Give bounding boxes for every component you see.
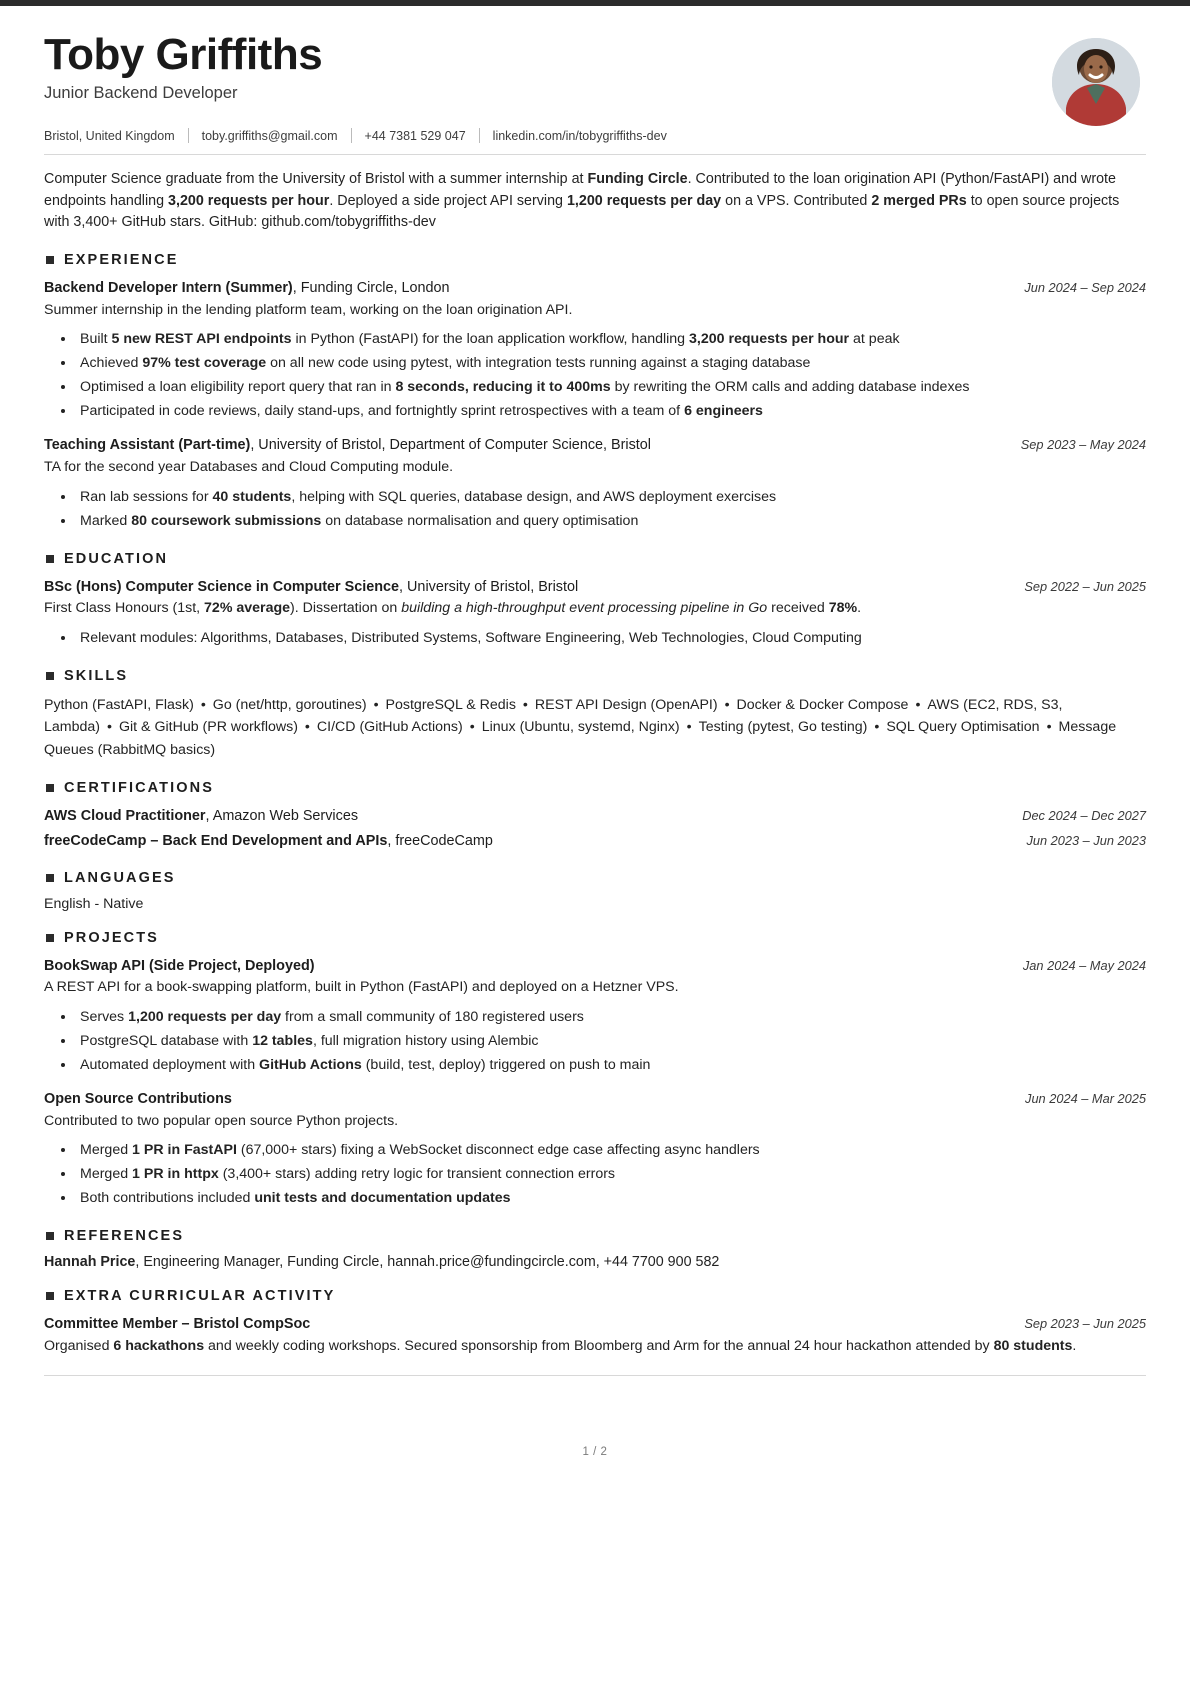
square-bullet-icon: [46, 256, 54, 264]
section-title-text: EXTRA CURRICULAR ACTIVITY: [64, 1287, 336, 1304]
entry-title: Teaching Assistant (Part-time), University of Bristol, Department of Computer Science, Bristol: [44, 437, 651, 454]
section-heading-projects: [46, 930, 1146, 946]
section-title-text: CERTIFICATIONS: [64, 779, 214, 796]
entry-subtitle: A REST API for a book-swapping platform, built in Python (FastAPI) and deployed on a Hetzner VPS.: [44, 979, 679, 996]
resume-header: [44, 32, 1146, 126]
entry-subtitle: Organised 6 hackathons and weekly coding workshops. Secured sponsorship from Bloomberg and Arm for the annual 24 hour hackathon attended by 80 students.: [44, 1337, 1077, 1354]
entry-subtitle: First Class Honours (1st, 72% average). Dissertation on building a high-throughput event processing pipeline in Go received 78%.: [44, 600, 862, 617]
skill-separator: •: [874, 719, 880, 736]
list-item: • PostgreSQL database with 12 tables, full migration history using Alembic: [76, 1030, 1146, 1053]
list-item: • Merged 1 PR in FastAPI (67,000+ stars) fixing a WebSocket disconnect edge case affecting async handlers: [76, 1139, 1146, 1162]
certification-row: [44, 806, 1146, 827]
header-text-block: [44, 32, 322, 119]
skill-separator: •: [373, 696, 379, 713]
section-title-text: EXPERIENCE: [64, 252, 179, 269]
square-bullet-icon: [46, 874, 54, 882]
entry-header: [44, 278, 1146, 299]
entry-header: [44, 435, 1146, 456]
contact-bar: [44, 128, 1146, 143]
skill-separator: •: [915, 696, 921, 713]
section-title-text: REFERENCES: [64, 1227, 185, 1244]
section-title-text: SKILLS: [64, 667, 129, 684]
entry-title: Committee Member – Bristol CompSoc: [44, 1315, 311, 1332]
language-item: English - Native: [44, 895, 144, 912]
skill-item: CI/CD (GitHub Actions): [316, 719, 463, 736]
section-heading-experience: [46, 252, 1146, 268]
avatar: [1052, 38, 1140, 126]
professional-summary: Computer Science graduate from the University of Bristol with a summer internship at Funding Circle. Contributed to the loan origination API (Python/FastAPI) and wrote endpoints handling 3,200 requests per hour. Deployed a side project API serving 1,200 requests per day on a VPS. Contributed 2 merged PRs to open source projects with 3,400+ GitHub stars. GitHub: github.com/tobygriffiths-dev: [44, 171, 1120, 231]
experience-entry: [44, 278, 1146, 423]
skill-separator: •: [107, 719, 112, 736]
footer-divider: [44, 1375, 1146, 1376]
reference-line: Hannah Price, Engineering Manager, Funding Circle, hannah.price@fundingcircle.com, +44 7700 900 582: [44, 1253, 720, 1270]
entry-title: BookSwap API (Side Project, Deployed): [44, 957, 315, 974]
skill-item: Docker & Docker Compose: [736, 696, 909, 713]
list-item: • Relevant modules: Algorithms, Databases, Distributed Systems, Software Engineering, Web Technologies, Cloud Computing: [76, 627, 1146, 650]
entry-date: Sep 2023 – Jun 2025: [1024, 1315, 1146, 1331]
certification-title: AWS Cloud Practitioner, Amazon Web Services: [44, 807, 359, 824]
contact-linkedin[interactable]: linkedin.com/in/tobygriffiths-dev: [492, 128, 667, 143]
square-bullet-icon: [46, 555, 54, 563]
entry-bullet-list: [44, 328, 1146, 423]
list-item: • Optimised a loan eligibility report query that ran in 8 seconds, reducing it to 400ms by rewriting the ORM calls and adding database indexes: [76, 376, 1146, 399]
resume-page: [0, 6, 1190, 1468]
entry-subtitle: TA for the second year Databases and Cloud Computing module.: [44, 459, 454, 476]
list-item: • Participated in code reviews, daily stand-ups, and fortnightly sprint retrospectives with a team of 6 engineers: [76, 400, 1146, 423]
contact-phone[interactable]: +44 7381 529 047: [364, 128, 466, 143]
entry-title: Open Source Contributions: [44, 1090, 232, 1107]
list-item: • Built 5 new REST API endpoints in Python (FastAPI) for the loan application workflow, handling 3,200 requests per hour at peak: [76, 328, 1146, 351]
contact-email[interactable]: toby.griffiths@gmail.com: [201, 128, 338, 143]
entry-title: Backend Developer Intern (Summer), Funding Circle, London: [44, 280, 450, 297]
skills-list: [44, 694, 1146, 762]
skill-separator: •: [469, 719, 475, 736]
square-bullet-icon: [46, 672, 54, 680]
entry-date: Sep 2022 – Jun 2025: [1024, 578, 1146, 594]
skill-separator: •: [200, 696, 206, 713]
square-bullet-icon: [46, 934, 54, 942]
page-number: 1 / 2: [582, 1446, 608, 1459]
entry-bullet-list: [44, 1006, 1146, 1077]
skill-item: REST API Design (OpenAPI): [534, 696, 718, 713]
skill-item: Go (net/http, goroutines): [212, 696, 367, 713]
entry-subtitle: Contributed to two popular open source Python projects.: [44, 1112, 399, 1129]
entry-header: [44, 1314, 1146, 1335]
certification-date: Dec 2024 – Dec 2027: [1022, 807, 1146, 823]
square-bullet-icon: [46, 1232, 54, 1240]
education-entry: [44, 577, 1146, 650]
square-bullet-icon: [46, 784, 54, 792]
extra-curricular-entry: [44, 1314, 1146, 1357]
section-heading-education: [46, 551, 1146, 567]
section-title-text: PROJECTS: [64, 929, 159, 946]
certification-title: freeCodeCamp – Back End Development and APIs, freeCodeCamp: [44, 832, 493, 849]
contact-location: Bristol, United Kingdom: [44, 128, 175, 143]
list-item: • Automated deployment with GitHub Actions (build, test, deploy) triggered on push to main: [76, 1054, 1146, 1077]
skill-item: Python (FastAPI, Flask): [44, 696, 194, 713]
project-entry: [44, 956, 1146, 1077]
entry-bullet-list: [44, 627, 1146, 650]
skill-item: PostgreSQL & Redis: [385, 696, 516, 713]
list-item: • Ran lab sessions for 40 students, helping with SQL queries, database design, and AWS deployment exercises: [76, 486, 1146, 509]
section-heading-references: [46, 1228, 1146, 1244]
entry-date: Jun 2024 – Sep 2024: [1024, 280, 1146, 296]
entry-bullet-list: [44, 1139, 1146, 1210]
certification-row: [44, 831, 1146, 852]
section-heading-certifications: [46, 780, 1146, 796]
experience-entry: [44, 435, 1146, 532]
entry-header: [44, 577, 1146, 598]
list-item: • Both contributions included unit tests and documentation updates: [76, 1187, 1146, 1210]
entry-bullet-list: [44, 486, 1146, 533]
section-heading-languages: [46, 870, 1146, 886]
skill-separator: •: [522, 696, 528, 713]
skill-item: Git & GitHub (PR workflows): [118, 719, 298, 736]
skill-item: Message Queues (RabbitMQ basics): [44, 719, 1117, 759]
skill-separator: •: [724, 696, 730, 713]
entry-header: [44, 956, 1146, 977]
list-item: • Achieved 97% test coverage on all new code using pytest, with integration tests running against a staging database: [76, 352, 1146, 375]
list-item: • Serves 1,200 requests per day from a small community of 180 registered users: [76, 1006, 1146, 1029]
page-title: Toby Griffiths: [44, 30, 323, 79]
header-divider: [44, 154, 1146, 155]
list-item: • Marked 80 coursework submissions on database normalisation and query optimisation: [76, 510, 1146, 533]
entry-date: Sep 2023 – May 2024: [1020, 437, 1146, 453]
section-title-text: LANGUAGES: [64, 869, 176, 886]
skill-item: Linux (Ubuntu, systemd, Nginx): [481, 719, 680, 736]
job-role-subtitle: Junior Backend Developer: [44, 84, 238, 103]
certification-date: Jun 2023 – Jun 2023: [1026, 832, 1146, 848]
square-bullet-icon: [46, 1292, 54, 1300]
skill-item: AWS (EC2, RDS, S3, Lambda): [44, 696, 1063, 736]
entry-subtitle: Summer internship in the lending platform team, working on the loan origination API.: [44, 302, 573, 319]
section-title-text: EDUCATION: [64, 550, 169, 567]
section-heading-extra-curricular: [46, 1288, 1146, 1304]
skill-separator: •: [686, 719, 692, 736]
entry-title: BSc (Hons) Computer Science in Computer Science, University of Bristol, Bristol: [44, 578, 579, 595]
project-entry: [44, 1089, 1146, 1210]
list-item: • Merged 1 PR in httpx (3,400+ stars) adding retry logic for transient connection errors: [76, 1163, 1146, 1186]
skill-item: SQL Query Optimisation: [886, 719, 1040, 736]
entry-header: [44, 1089, 1146, 1110]
entry-date: Jan 2024 – May 2024: [1022, 957, 1146, 973]
skill-separator: •: [1046, 719, 1052, 736]
skill-separator: •: [304, 719, 310, 736]
entry-date: Jun 2024 – Mar 2025: [1025, 1090, 1146, 1106]
section-heading-skills: [46, 668, 1146, 684]
skill-item: Testing (pytest, Go testing): [698, 719, 868, 736]
